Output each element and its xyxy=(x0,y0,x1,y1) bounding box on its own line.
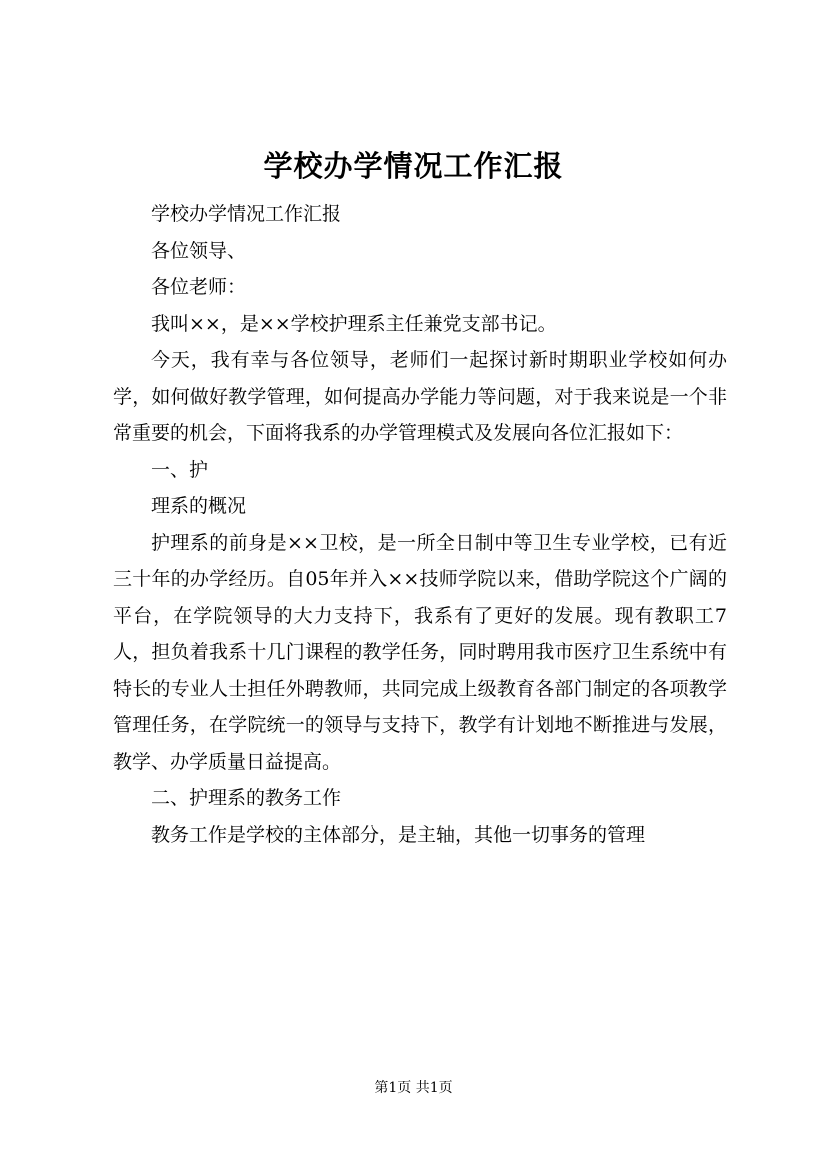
paragraph-academic-affairs: 教务工作是学校的主体部分，是主轴，其他一切事务的管理 xyxy=(151,823,646,846)
paragraph-introduction: 我叫××，是××学校护理系主任兼党支部书记。 xyxy=(151,312,557,335)
document-title: 学校办学情况工作汇报 xyxy=(263,149,564,183)
document-body xyxy=(113,196,727,853)
paragraph-subtitle: 学校办学情况工作汇报 xyxy=(151,203,342,225)
paragraph-opening: 今天，我有幸与各位领导，老师们一起探讨新时期职业学校如何办学，如何做好教学管理，如何提高办学能力等问题，对于我来说是一个非常重要的机会，下面将我系的办学管理模式及发展向各位汇报如下： xyxy=(113,349,727,444)
page-footer: 第1页 共1页 xyxy=(374,1080,453,1096)
paragraph-salutation-leaders: 各位领导、 xyxy=(151,239,247,262)
section-heading-2: 二、护理系的教务工作 xyxy=(151,787,342,809)
paragraph-overview: 护理系的前身是××卫校，是一所全日制中等卫生专业学校，已有近三十年的办学经历。自05年并入××技师学院以来，借助学院这个广阔的平台，在学院领导的大力支持下，我系有了更好的发展。现有教职工7人，担负着我系十几门课程的教学任务，同时聘用我市医疗卫生系统中有特长的专业人士担任外聘教师，共同完成上级教育各部门制定的各项教学管理任务，在学院统一的领导与支持下，教学有计划地不断推进与发展，教学、办学质量日益提高。 xyxy=(113,531,727,773)
paragraph-salutation-teachers: 各位老师： xyxy=(151,276,247,298)
section-heading-1a: 一、护 xyxy=(151,458,209,481)
section-heading-1b: 理系的概况 xyxy=(151,495,247,517)
